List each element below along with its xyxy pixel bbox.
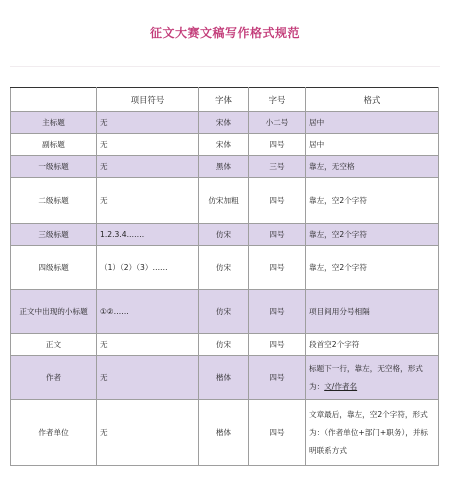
row-size [249, 224, 306, 246]
row-name [11, 112, 97, 134]
row-font-text: 仿宋加粗 [208, 195, 239, 205]
row-font-text: 宋体 [215, 117, 232, 127]
row-format [306, 356, 439, 400]
row-name [11, 334, 97, 356]
row-size [249, 400, 306, 466]
row-size [249, 356, 306, 400]
row-bullet-text: 无 [100, 372, 108, 382]
row-font-text: 仿宋 [215, 306, 232, 316]
row-size [249, 246, 306, 290]
header-bullet: 项目符号 [97, 88, 199, 112]
row-bullet [97, 178, 199, 224]
row-name-text: 四级标题 [38, 262, 69, 272]
row-name [11, 400, 97, 466]
row-format-text: 段首空2个字符 [309, 339, 360, 349]
row-bullet-text: （1）（2）（3）…… [100, 262, 168, 272]
row-name [11, 290, 97, 334]
row-size [249, 334, 306, 356]
page-title: 征文大赛文稿写作格式规范 [149, 26, 300, 40]
row-format-text: 靠左，空2个字符 [309, 262, 367, 272]
row-bullet [97, 112, 199, 134]
table-row [11, 112, 439, 134]
row-font-text: 仿宋 [215, 262, 232, 272]
row-size-text: 四号 [269, 262, 285, 272]
table-row [11, 178, 439, 224]
row-font-text: 仿宋 [215, 339, 232, 349]
table-row [11, 334, 439, 356]
row-bullet-text: 无 [100, 117, 108, 127]
row-font-text: 楷体 [215, 427, 232, 437]
row-size-text: 四号 [269, 195, 285, 205]
row-name-text: 三级标题 [38, 229, 69, 239]
header-size: 字号 [249, 88, 306, 112]
format-spec-table [10, 87, 439, 466]
table-row [11, 134, 439, 156]
row-bullet-text: 无 [100, 139, 108, 149]
row-format [306, 224, 439, 246]
row-format [306, 112, 439, 134]
row-bullet-text: 无 [100, 339, 108, 349]
table-row [11, 156, 439, 178]
row-name-text: 作者单位 [38, 427, 69, 437]
row-bullet [97, 156, 199, 178]
header-format: 格式 [306, 88, 439, 112]
row-font-text: 仿宋 [215, 229, 232, 239]
row-bullet [97, 134, 199, 156]
row-font [199, 334, 249, 356]
row-bullet-text: ①②…… [100, 306, 129, 316]
row-size [249, 290, 306, 334]
row-name-text: 副标题 [42, 139, 65, 149]
row-bullet [97, 290, 199, 334]
row-format-text: 标题下一行，靠左，无空格，形式为： [309, 363, 423, 391]
row-size [249, 156, 306, 178]
row-bullet-text: 无 [100, 195, 108, 205]
row-font [199, 178, 249, 224]
row-size [249, 178, 306, 224]
row-size-text: 四号 [269, 229, 285, 239]
row-font [199, 112, 249, 134]
row-font [199, 290, 249, 334]
row-format-text: 文章最后，靠左，空2个字符，形式为：（作者单位+部门+职务），并标明联系方式 [309, 409, 429, 455]
row-bullet [97, 356, 199, 400]
row-font [199, 246, 249, 290]
row-font-text: 楷体 [215, 372, 232, 382]
row-format-text: 靠左，空2个字符 [309, 195, 367, 205]
row-name-text: 作者 [45, 372, 62, 382]
table-row [11, 356, 439, 400]
table-row [11, 290, 439, 334]
row-font-text: 宋体 [215, 139, 232, 149]
row-size [249, 112, 306, 134]
table-body [11, 112, 439, 466]
table-row [11, 400, 439, 466]
row-name [11, 224, 97, 246]
row-bullet [97, 334, 199, 356]
row-format [306, 156, 439, 178]
row-bullet [97, 400, 199, 466]
row-font-text: 黑体 [215, 161, 232, 171]
row-format [306, 334, 439, 356]
row-format [306, 246, 439, 290]
row-font [199, 356, 249, 400]
row-size-text: 四号 [269, 139, 285, 149]
row-name [11, 178, 97, 224]
row-size-text: 四号 [269, 306, 285, 316]
row-bullet [97, 246, 199, 290]
row-name-text: 正文中出现的小标题 [19, 306, 88, 316]
row-font [199, 400, 249, 466]
table-row [11, 224, 439, 246]
row-font [199, 224, 249, 246]
row-name [11, 134, 97, 156]
row-format-underlined-text: 文/作者名 [324, 381, 358, 391]
header-font: 字体 [199, 88, 249, 112]
row-size [249, 134, 306, 156]
row-format-text: 居中 [309, 117, 325, 127]
row-bullet [97, 224, 199, 246]
row-name-text: 正文 [45, 339, 62, 349]
row-format-text: 靠左，空2个字符 [309, 229, 367, 239]
row-format-text: 居中 [309, 139, 325, 149]
row-format [306, 400, 439, 466]
row-font [199, 134, 249, 156]
row-name-text: 二级标题 [38, 195, 69, 205]
row-format-text: 靠左，无空格 [309, 161, 355, 171]
row-size-text: 三号 [269, 161, 285, 171]
row-size-text: 四号 [269, 339, 285, 349]
row-name [11, 246, 97, 290]
row-size-text: 四号 [269, 372, 285, 382]
row-size-text: 小二号 [265, 117, 289, 127]
row-font [199, 156, 249, 178]
row-format [306, 290, 439, 334]
row-name [11, 356, 97, 400]
row-format-text: 项目间用分号相隔 [309, 306, 370, 316]
divider [10, 66, 440, 67]
row-format [306, 178, 439, 224]
row-name-text: 主标题 [42, 117, 65, 127]
row-name-text: 一级标题 [38, 161, 69, 171]
row-size-text: 四号 [269, 427, 285, 437]
row-format [306, 134, 439, 156]
row-name [11, 156, 97, 178]
row-bullet-text: 1.2.3.4.…… [100, 229, 145, 239]
table-header-row [11, 88, 439, 112]
row-bullet-text: 无 [100, 161, 108, 171]
row-bullet-text: 无 [100, 427, 108, 437]
table-row [11, 246, 439, 290]
header-item [11, 88, 97, 112]
